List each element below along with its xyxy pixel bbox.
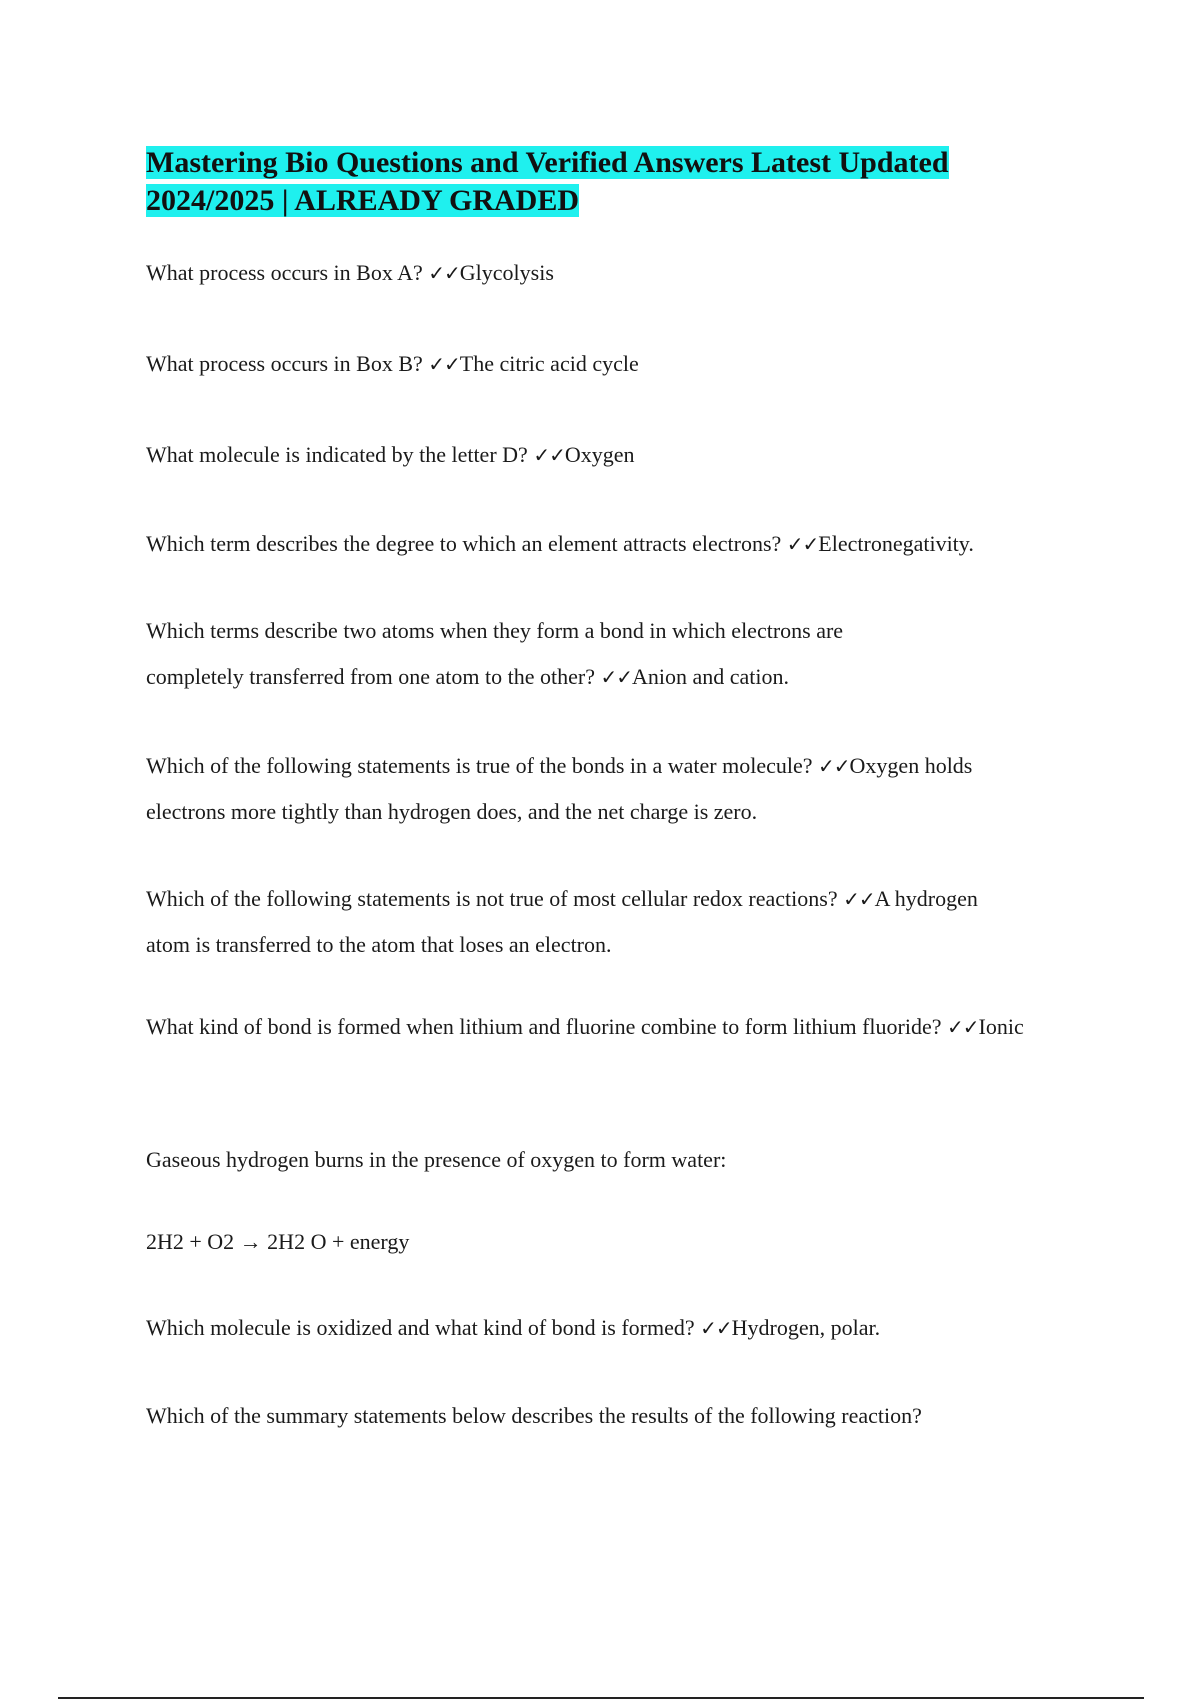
qa-item-7 (146, 876, 1016, 968)
double-check-icon: ✓✓ (700, 1316, 732, 1340)
qa-item-2 (146, 341, 1086, 387)
question-text: Which terms describe two atoms when they form a bond in which electrons are completely transferred from one atom to the other? (146, 618, 844, 689)
double-check-icon: ✓✓ (600, 665, 633, 689)
reaction-intro: Gaseous hydrogen burns in the presence of oxygen to form water: (146, 1147, 727, 1172)
answer-text: Ionic (978, 1014, 1024, 1039)
double-check-icon: ✓✓ (786, 532, 819, 556)
answer-text: Anion and cation. (632, 664, 790, 689)
answer-text: The citric acid cycle (459, 351, 639, 376)
double-check-icon: ✓✓ (428, 261, 460, 285)
qa-item-3 (146, 432, 1086, 478)
answer-text: A hydrogen atom is transferred to the atom that loses an electron. (146, 886, 978, 957)
double-check-icon: ✓✓ (843, 887, 875, 911)
question-text: Which of the following statements is true of the bonds in a water molecule? (146, 753, 819, 778)
question-text: Which term describes the degree to which an element attracts electrons? (146, 531, 787, 556)
question-text: What process occurs in Box A? (146, 260, 429, 285)
answer-text: Electronegativity. (818, 531, 974, 556)
question-text: What process occurs in Box B? (146, 351, 429, 376)
answer-text: Hydrogen, polar. (731, 1315, 881, 1340)
answer-text: Glycolysis (459, 260, 554, 285)
answer-text: Oxygen holds electrons more tightly than hydrogen does, and the net charge is zero. (146, 753, 973, 824)
qa-item-9 (146, 1305, 1086, 1351)
qa-item-4 (146, 521, 1146, 567)
question-summary-reaction: Which of the summary statements below describes the results of the following reaction? (146, 1403, 922, 1428)
double-check-icon: ✓✓ (947, 1015, 979, 1039)
footer-divider (58, 1697, 1144, 1699)
question-text: Which of the following statements is not true of most cellular redox reactions? (146, 886, 844, 911)
question-text: What kind of bond is formed when lithium and fluorine combine to form lithium fluoride? (146, 1014, 948, 1039)
title-highlight: Mastering Bio Questions and Verified Answers Latest Updated 2024/2025 | ALREADY GRADED (146, 146, 949, 217)
document-title (146, 144, 1046, 220)
chemical-equation: 2H2 + O2 → 2H2 O + energy (146, 1229, 410, 1254)
qa-item-5 (146, 608, 946, 700)
qa-item-1 (146, 250, 1086, 296)
double-check-icon: ✓✓ (428, 352, 460, 376)
answer-text: Oxygen (564, 442, 635, 467)
qa-item-6 (146, 743, 1026, 835)
question-text: What molecule is indicated by the letter D? (146, 442, 534, 467)
question-text: Which molecule is oxidized and what kind of bond is formed? (146, 1315, 701, 1340)
double-check-icon: ✓✓ (533, 443, 565, 467)
qa-item-8 (146, 1004, 1086, 1050)
double-check-icon: ✓✓ (818, 754, 850, 778)
